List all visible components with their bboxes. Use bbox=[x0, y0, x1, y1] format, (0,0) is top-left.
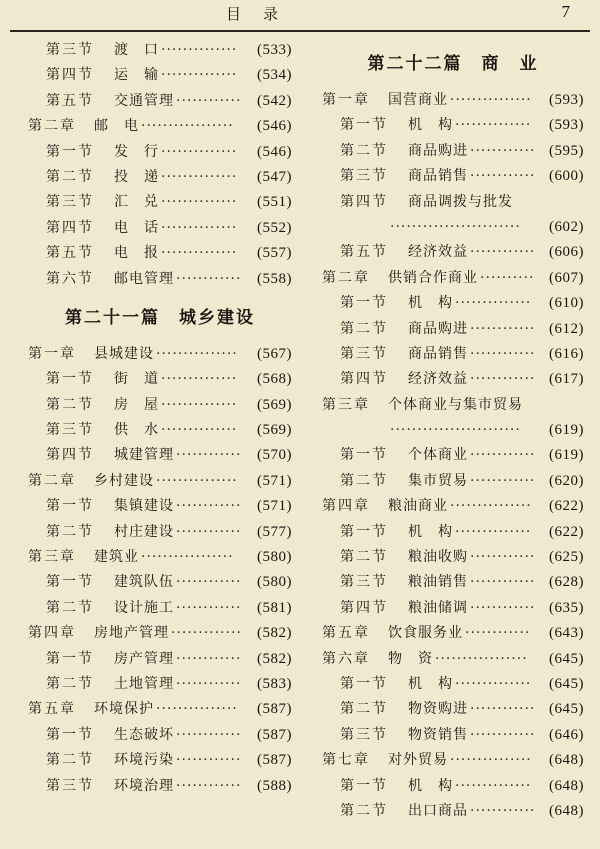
toc-section-entry bbox=[322, 342, 584, 367]
entry-title: 电 话 bbox=[114, 219, 159, 236]
entry-label: 第三节 bbox=[340, 574, 388, 591]
page-header bbox=[0, 0, 600, 30]
leader-dots: ·············· bbox=[455, 777, 532, 794]
leader-dots: ············ bbox=[176, 574, 242, 591]
toc-section-entry bbox=[28, 494, 292, 519]
entry-page-number: (577) bbox=[257, 523, 292, 540]
entry-page-number: (546) bbox=[257, 118, 292, 135]
toc-section-entry bbox=[28, 140, 292, 165]
entry-page-number: (628) bbox=[549, 574, 584, 591]
entry-page-number: (593) bbox=[549, 117, 584, 134]
entry-title: 邮电管理 bbox=[114, 270, 174, 287]
entry-label: 第一节 bbox=[46, 498, 94, 515]
entry-title: 粮油收购 bbox=[408, 549, 468, 566]
leader-dots: ············ bbox=[176, 675, 242, 692]
toc-section-entry bbox=[28, 393, 292, 418]
entry-label: 第一章 bbox=[28, 345, 76, 362]
entry-page-number: (587) bbox=[257, 726, 292, 743]
entry-title: 房地产管理 bbox=[94, 625, 169, 642]
entry-title: 供销合作商业 bbox=[388, 269, 478, 286]
entry-page-number: (546) bbox=[257, 143, 292, 160]
entry-page-number: (581) bbox=[257, 599, 292, 616]
entry-page-number: (620) bbox=[549, 472, 584, 489]
toc-section-entry bbox=[28, 748, 292, 773]
entry-label: 第一节 bbox=[46, 371, 94, 388]
leader-dots: ············ bbox=[176, 650, 242, 667]
entry-label: 第四节 bbox=[340, 599, 388, 616]
leader-dots: ············ bbox=[470, 371, 536, 388]
entry-page-number: (557) bbox=[257, 245, 292, 262]
leader-dots: ··············· bbox=[156, 345, 238, 362]
toc-section-entry bbox=[322, 164, 584, 189]
leader-dots: ·············· bbox=[161, 396, 238, 413]
entry-page-number: (547) bbox=[257, 168, 292, 185]
leader-dots: ············ bbox=[176, 92, 242, 109]
entry-label: 第一节 bbox=[340, 777, 388, 794]
page-number: 7 bbox=[561, 2, 570, 21]
leader-dots: ·············· bbox=[455, 675, 532, 692]
entry-page-number: (534) bbox=[257, 67, 292, 84]
toc-right-column bbox=[322, 38, 584, 824]
entry-page-number: (582) bbox=[257, 650, 292, 667]
entry-page-number: (582) bbox=[257, 625, 292, 642]
entry-page-number: (587) bbox=[257, 752, 292, 769]
entry-label: 第三节 bbox=[46, 422, 94, 439]
entry-label: 第二节 bbox=[340, 549, 388, 566]
toc-chapter-entry bbox=[322, 494, 584, 519]
toc-part-heading bbox=[322, 38, 584, 88]
toc-chapter-entry bbox=[322, 647, 584, 672]
entry-title: 环境污染 bbox=[114, 752, 174, 769]
page-title: 目录 bbox=[226, 5, 301, 23]
entry-label: 第一节 bbox=[340, 675, 388, 692]
entry-page-number: (552) bbox=[257, 219, 292, 236]
entry-title: 饮食服务业 bbox=[388, 625, 463, 642]
entry-label: 第三节 bbox=[46, 194, 94, 211]
toc-part-heading bbox=[28, 292, 292, 342]
leader-dots: ·········· bbox=[480, 269, 535, 286]
leader-dots: ·············· bbox=[161, 42, 238, 58]
entry-title: 个体商业 bbox=[408, 447, 468, 464]
entry-page-number: (558) bbox=[257, 270, 292, 287]
entry-title: 个体商业与集市贸易 bbox=[388, 396, 523, 413]
entry-title: 机 构 bbox=[408, 295, 453, 312]
entry-title: 房 屋 bbox=[114, 396, 159, 413]
leader-dots: ············ bbox=[176, 726, 242, 743]
leader-dots: ·············· bbox=[161, 194, 238, 211]
toc-left-column bbox=[28, 38, 292, 799]
entry-label: 第三节 bbox=[340, 345, 388, 362]
entry-title: 物资购进 bbox=[408, 701, 468, 718]
entry-label: 第二章 bbox=[28, 118, 76, 135]
leader-dots: ··············· bbox=[450, 92, 532, 108]
entry-title: 交通管理 bbox=[114, 92, 174, 109]
toc-section-entry bbox=[28, 38, 292, 63]
entry-title: 城建管理 bbox=[114, 447, 174, 464]
entry-page-number: (602) bbox=[549, 218, 584, 235]
entry-page-number: (612) bbox=[549, 320, 584, 337]
entry-page-number: (645) bbox=[549, 675, 584, 692]
leader-dots: ············ bbox=[470, 142, 536, 159]
toc-section-entry bbox=[322, 113, 584, 138]
entry-page-number: (619) bbox=[549, 422, 584, 439]
entry-title: 出口商品 bbox=[408, 802, 468, 819]
entry-page-number: (645) bbox=[549, 701, 584, 718]
entry-page-number: (600) bbox=[549, 168, 584, 185]
entry-page-number: (643) bbox=[549, 625, 584, 642]
entry-page-number: (645) bbox=[549, 650, 584, 667]
entry-title: 建筑队伍 bbox=[114, 574, 174, 591]
entry-label: 第二节 bbox=[340, 320, 388, 337]
leader-dots: ·············· bbox=[161, 143, 238, 160]
toc-chapter-entry bbox=[28, 621, 292, 646]
toc-section-entry bbox=[28, 267, 292, 292]
entry-page-number: (571) bbox=[257, 472, 292, 489]
entry-page-number: (616) bbox=[549, 345, 584, 362]
leader-dots: ············ bbox=[470, 726, 536, 743]
entry-label: 第二节 bbox=[340, 472, 388, 489]
entry-title: 电 报 bbox=[114, 245, 159, 262]
entry-label: 第二节 bbox=[46, 599, 94, 616]
entry-page-number: (551) bbox=[257, 194, 292, 211]
entry-label: 第二节 bbox=[340, 802, 388, 819]
leader-dots: ············ bbox=[470, 244, 536, 261]
leader-dots: ············ bbox=[176, 777, 242, 794]
entry-label: 第五节 bbox=[340, 244, 388, 261]
leader-dots: ·············· bbox=[161, 422, 238, 439]
toc-chapter-entry bbox=[322, 393, 584, 418]
entry-label: 第一节 bbox=[340, 523, 388, 540]
entry-label: 第二节 bbox=[340, 701, 388, 718]
entry-label: 第三节 bbox=[46, 777, 94, 794]
header-rule bbox=[10, 30, 590, 32]
entry-label: 第一节 bbox=[46, 650, 94, 667]
entry-label: 第三章 bbox=[322, 396, 370, 413]
toc-chapter-entry bbox=[322, 748, 584, 773]
entry-label: 第五节 bbox=[46, 92, 94, 109]
entry-title: 邮 电 bbox=[94, 118, 139, 135]
leader-dots: ············ bbox=[470, 599, 536, 616]
entry-title: 运 输 bbox=[114, 67, 159, 84]
entry-page-number: (610) bbox=[549, 295, 584, 312]
entry-label: 第四节 bbox=[46, 67, 94, 84]
entry-label: 第一节 bbox=[340, 295, 388, 312]
entry-page-number: (622) bbox=[549, 498, 584, 515]
part-title: 第二十一篇 城乡建设 bbox=[65, 307, 255, 328]
leader-dots: ·············· bbox=[161, 245, 238, 262]
toc-section-entry bbox=[28, 165, 292, 190]
entry-title: 汇 兑 bbox=[114, 194, 159, 211]
entry-title: 机 构 bbox=[408, 675, 453, 692]
leader-dots: ·············· bbox=[161, 219, 238, 236]
entry-label: 第一节 bbox=[46, 574, 94, 591]
leader-dots: ·············· bbox=[161, 67, 238, 84]
entry-page-number: (571) bbox=[257, 498, 292, 515]
entry-page-number: (542) bbox=[257, 92, 292, 109]
toc-chapter-entry bbox=[28, 114, 292, 139]
leader-dots: ··············· bbox=[450, 752, 532, 769]
entry-label: 第一章 bbox=[322, 92, 370, 108]
entry-label: 第一节 bbox=[340, 117, 388, 134]
entry-page-number: (595) bbox=[549, 142, 584, 159]
leader-dots: ············ bbox=[176, 447, 242, 464]
toc-section-entry bbox=[28, 570, 292, 595]
leader-dots: ············ bbox=[470, 447, 536, 464]
entry-title: 集市贸易 bbox=[408, 472, 468, 489]
leader-dots: ············ bbox=[176, 599, 242, 616]
entry-page-number: (607) bbox=[549, 269, 584, 286]
entry-title: 经济效益 bbox=[408, 244, 468, 261]
entry-label: 第一节 bbox=[46, 726, 94, 743]
leader-dots: ················· bbox=[141, 549, 234, 566]
toc-section-entry bbox=[322, 545, 584, 570]
toc-section-entry bbox=[28, 89, 292, 114]
entry-label: 第二节 bbox=[46, 523, 94, 540]
entry-title: 粮油商业 bbox=[388, 498, 448, 515]
toc-section-entry bbox=[322, 799, 584, 824]
entry-label: 第二节 bbox=[46, 675, 94, 692]
toc-section-entry bbox=[322, 469, 584, 494]
entry-label: 第二章 bbox=[28, 472, 76, 489]
entry-title: 商品销售 bbox=[408, 168, 468, 185]
entry-label: 第五节 bbox=[46, 245, 94, 262]
entry-label: 第二节 bbox=[46, 752, 94, 769]
entry-label: 第二章 bbox=[322, 269, 370, 286]
entry-title: 机 构 bbox=[408, 523, 453, 540]
entry-title: 渡 口 bbox=[114, 42, 159, 58]
entry-title: 粮油销售 bbox=[408, 574, 468, 591]
entry-page-number: (533) bbox=[257, 42, 292, 58]
entry-page-number: (617) bbox=[549, 371, 584, 388]
leader-dots: ············ bbox=[470, 701, 536, 718]
toc-section-entry bbox=[28, 723, 292, 748]
entry-label: 第四节 bbox=[46, 219, 94, 236]
entry-page-number: (567) bbox=[257, 345, 292, 362]
entry-title: 县城建设 bbox=[94, 345, 154, 362]
entry-page-number: (625) bbox=[549, 549, 584, 566]
leader-dots: ··············· bbox=[450, 498, 532, 515]
leader-dots: ·············· bbox=[161, 168, 238, 185]
entry-page-number: (568) bbox=[257, 371, 292, 388]
entry-title: 商品购进 bbox=[408, 142, 468, 159]
toc-section-entry bbox=[28, 418, 292, 443]
entry-title: 对外贸易 bbox=[388, 752, 448, 769]
leader-dots: ············ bbox=[470, 549, 536, 566]
entry-label: 第一节 bbox=[340, 447, 388, 464]
leader-dots: ············ bbox=[176, 523, 242, 540]
toc-section-entry bbox=[322, 139, 584, 164]
toc-continuation-entry bbox=[322, 215, 584, 240]
leader-dots: ························ bbox=[390, 218, 521, 235]
entry-title: 环境治理 bbox=[114, 777, 174, 794]
entry-page-number: (580) bbox=[257, 574, 292, 591]
toc-section-entry bbox=[322, 672, 584, 697]
entry-page-number: (569) bbox=[257, 422, 292, 439]
toc-section-entry bbox=[322, 697, 584, 722]
entry-label: 第二节 bbox=[340, 142, 388, 159]
entry-title: 乡村建设 bbox=[94, 472, 154, 489]
entry-title: 投 递 bbox=[114, 168, 159, 185]
leader-dots: ············ bbox=[465, 625, 531, 642]
entry-label: 第六章 bbox=[322, 650, 370, 667]
entry-label: 第六节 bbox=[46, 270, 94, 287]
toc-section-entry bbox=[322, 317, 584, 342]
toc-section-entry bbox=[28, 367, 292, 392]
entry-title: 粮油储调 bbox=[408, 599, 468, 616]
entry-title: 建筑业 bbox=[94, 549, 139, 566]
entry-label: 第三节 bbox=[340, 726, 388, 743]
entry-title: 街 道 bbox=[114, 371, 159, 388]
toc-chapter-entry bbox=[28, 342, 292, 367]
toc-chapter-entry bbox=[28, 697, 292, 722]
entry-page-number: (622) bbox=[549, 523, 584, 540]
toc-section-entry bbox=[28, 672, 292, 697]
leader-dots: ·············· bbox=[455, 523, 532, 540]
entry-label: 第三节 bbox=[46, 42, 94, 58]
entry-page-number: (580) bbox=[257, 549, 292, 566]
toc-continuation-entry bbox=[322, 418, 584, 443]
toc-section-entry bbox=[28, 774, 292, 799]
entry-title: 设计施工 bbox=[114, 599, 174, 616]
toc-section-entry bbox=[28, 443, 292, 468]
entry-page-number: (606) bbox=[549, 244, 584, 261]
leader-dots: ············ bbox=[470, 320, 536, 337]
leader-dots: ·············· bbox=[455, 295, 532, 312]
entry-label: 第四节 bbox=[46, 447, 94, 464]
leader-dots: ·············· bbox=[161, 371, 238, 388]
entry-label: 第三章 bbox=[28, 549, 76, 566]
toc-chapter-entry bbox=[322, 266, 584, 291]
entry-page-number: (587) bbox=[257, 701, 292, 718]
toc-chapter-entry bbox=[28, 469, 292, 494]
leader-dots: ··············· bbox=[156, 472, 238, 489]
entry-page-number: (588) bbox=[257, 777, 292, 794]
leader-dots: ············· bbox=[171, 625, 242, 642]
entry-title: 物 资 bbox=[388, 650, 433, 667]
toc-section-entry bbox=[28, 520, 292, 545]
toc-section-entry bbox=[322, 774, 584, 799]
entry-title: 土地管理 bbox=[114, 675, 174, 692]
entry-title: 商品购进 bbox=[408, 320, 468, 337]
part-title: 第二十二篇 商 业 bbox=[367, 54, 539, 74]
entry-label: 第二节 bbox=[46, 396, 94, 413]
entry-title: 商品调拨与批发 bbox=[408, 193, 513, 210]
toc-section-entry bbox=[322, 596, 584, 621]
leader-dots: ················· bbox=[141, 118, 234, 135]
entry-label: 第五章 bbox=[28, 701, 76, 718]
entry-page-number: (648) bbox=[549, 752, 584, 769]
entry-page-number: (619) bbox=[549, 447, 584, 464]
entry-title: 环境保护 bbox=[94, 701, 154, 718]
entry-title: 商品销售 bbox=[408, 345, 468, 362]
entry-label: 第五章 bbox=[322, 625, 370, 642]
toc-section-entry bbox=[28, 190, 292, 215]
entry-label: 第四节 bbox=[340, 371, 388, 388]
entry-label: 第三节 bbox=[340, 168, 388, 185]
leader-dots: ············ bbox=[470, 168, 536, 185]
entry-title: 机 构 bbox=[408, 777, 453, 794]
entry-title: 物资销售 bbox=[408, 726, 468, 743]
leader-dots: ············ bbox=[470, 345, 536, 362]
leader-dots: ························ bbox=[390, 422, 521, 439]
leader-dots: ··············· bbox=[156, 701, 238, 718]
entry-page-number: (635) bbox=[549, 599, 584, 616]
entry-title: 生态破坏 bbox=[114, 726, 174, 743]
entry-title: 国营商业 bbox=[388, 92, 448, 108]
entry-page-number: (648) bbox=[549, 777, 584, 794]
toc-section-entry bbox=[322, 570, 584, 595]
leader-dots: ············ bbox=[470, 472, 536, 489]
entry-page-number: (593) bbox=[549, 92, 584, 108]
entry-page-number: (648) bbox=[549, 802, 584, 819]
toc-chapter-entry bbox=[322, 88, 584, 113]
entry-page-number: (570) bbox=[257, 447, 292, 464]
leader-dots: ············ bbox=[470, 574, 536, 591]
entry-page-number: (646) bbox=[549, 726, 584, 743]
entry-label: 第四章 bbox=[28, 625, 76, 642]
toc-section-entry bbox=[28, 216, 292, 241]
toc-section-entry bbox=[28, 241, 292, 266]
entry-label: 第四章 bbox=[322, 498, 370, 515]
entry-title: 村庄建设 bbox=[114, 523, 174, 540]
leader-dots: ············ bbox=[470, 802, 536, 819]
entry-page-number: (583) bbox=[257, 675, 292, 692]
leader-dots: ·············· bbox=[455, 117, 532, 134]
entry-label: 第四节 bbox=[340, 193, 388, 210]
entry-title: 集镇建设 bbox=[114, 498, 174, 515]
toc-section-entry bbox=[322, 291, 584, 316]
toc-section-entry bbox=[322, 240, 584, 265]
entry-page-number: (569) bbox=[257, 396, 292, 413]
toc-chapter-entry bbox=[28, 545, 292, 570]
toc-section-entry bbox=[322, 723, 584, 748]
entry-title: 机 构 bbox=[408, 117, 453, 134]
toc-chapter-entry bbox=[322, 621, 584, 646]
entry-label: 第一节 bbox=[46, 143, 94, 160]
toc-section-entry bbox=[322, 520, 584, 545]
toc-section-entry bbox=[28, 63, 292, 88]
toc-section-entry bbox=[28, 647, 292, 672]
leader-dots: ················· bbox=[435, 650, 528, 667]
entry-label: 第七章 bbox=[322, 752, 370, 769]
entry-title: 经济效益 bbox=[408, 371, 468, 388]
leader-dots: ············ bbox=[176, 270, 242, 287]
entry-label: 第二节 bbox=[46, 168, 94, 185]
toc-section-entry bbox=[322, 443, 584, 468]
entry-title: 供 水 bbox=[114, 422, 159, 439]
toc-section-entry bbox=[28, 596, 292, 621]
toc-section-entry bbox=[322, 367, 584, 392]
entry-title: 房产管理 bbox=[114, 650, 174, 667]
leader-dots: ············ bbox=[176, 498, 242, 515]
toc-section-entry bbox=[322, 190, 584, 215]
entry-title: 发 行 bbox=[114, 143, 159, 160]
leader-dots: ············ bbox=[176, 752, 242, 769]
